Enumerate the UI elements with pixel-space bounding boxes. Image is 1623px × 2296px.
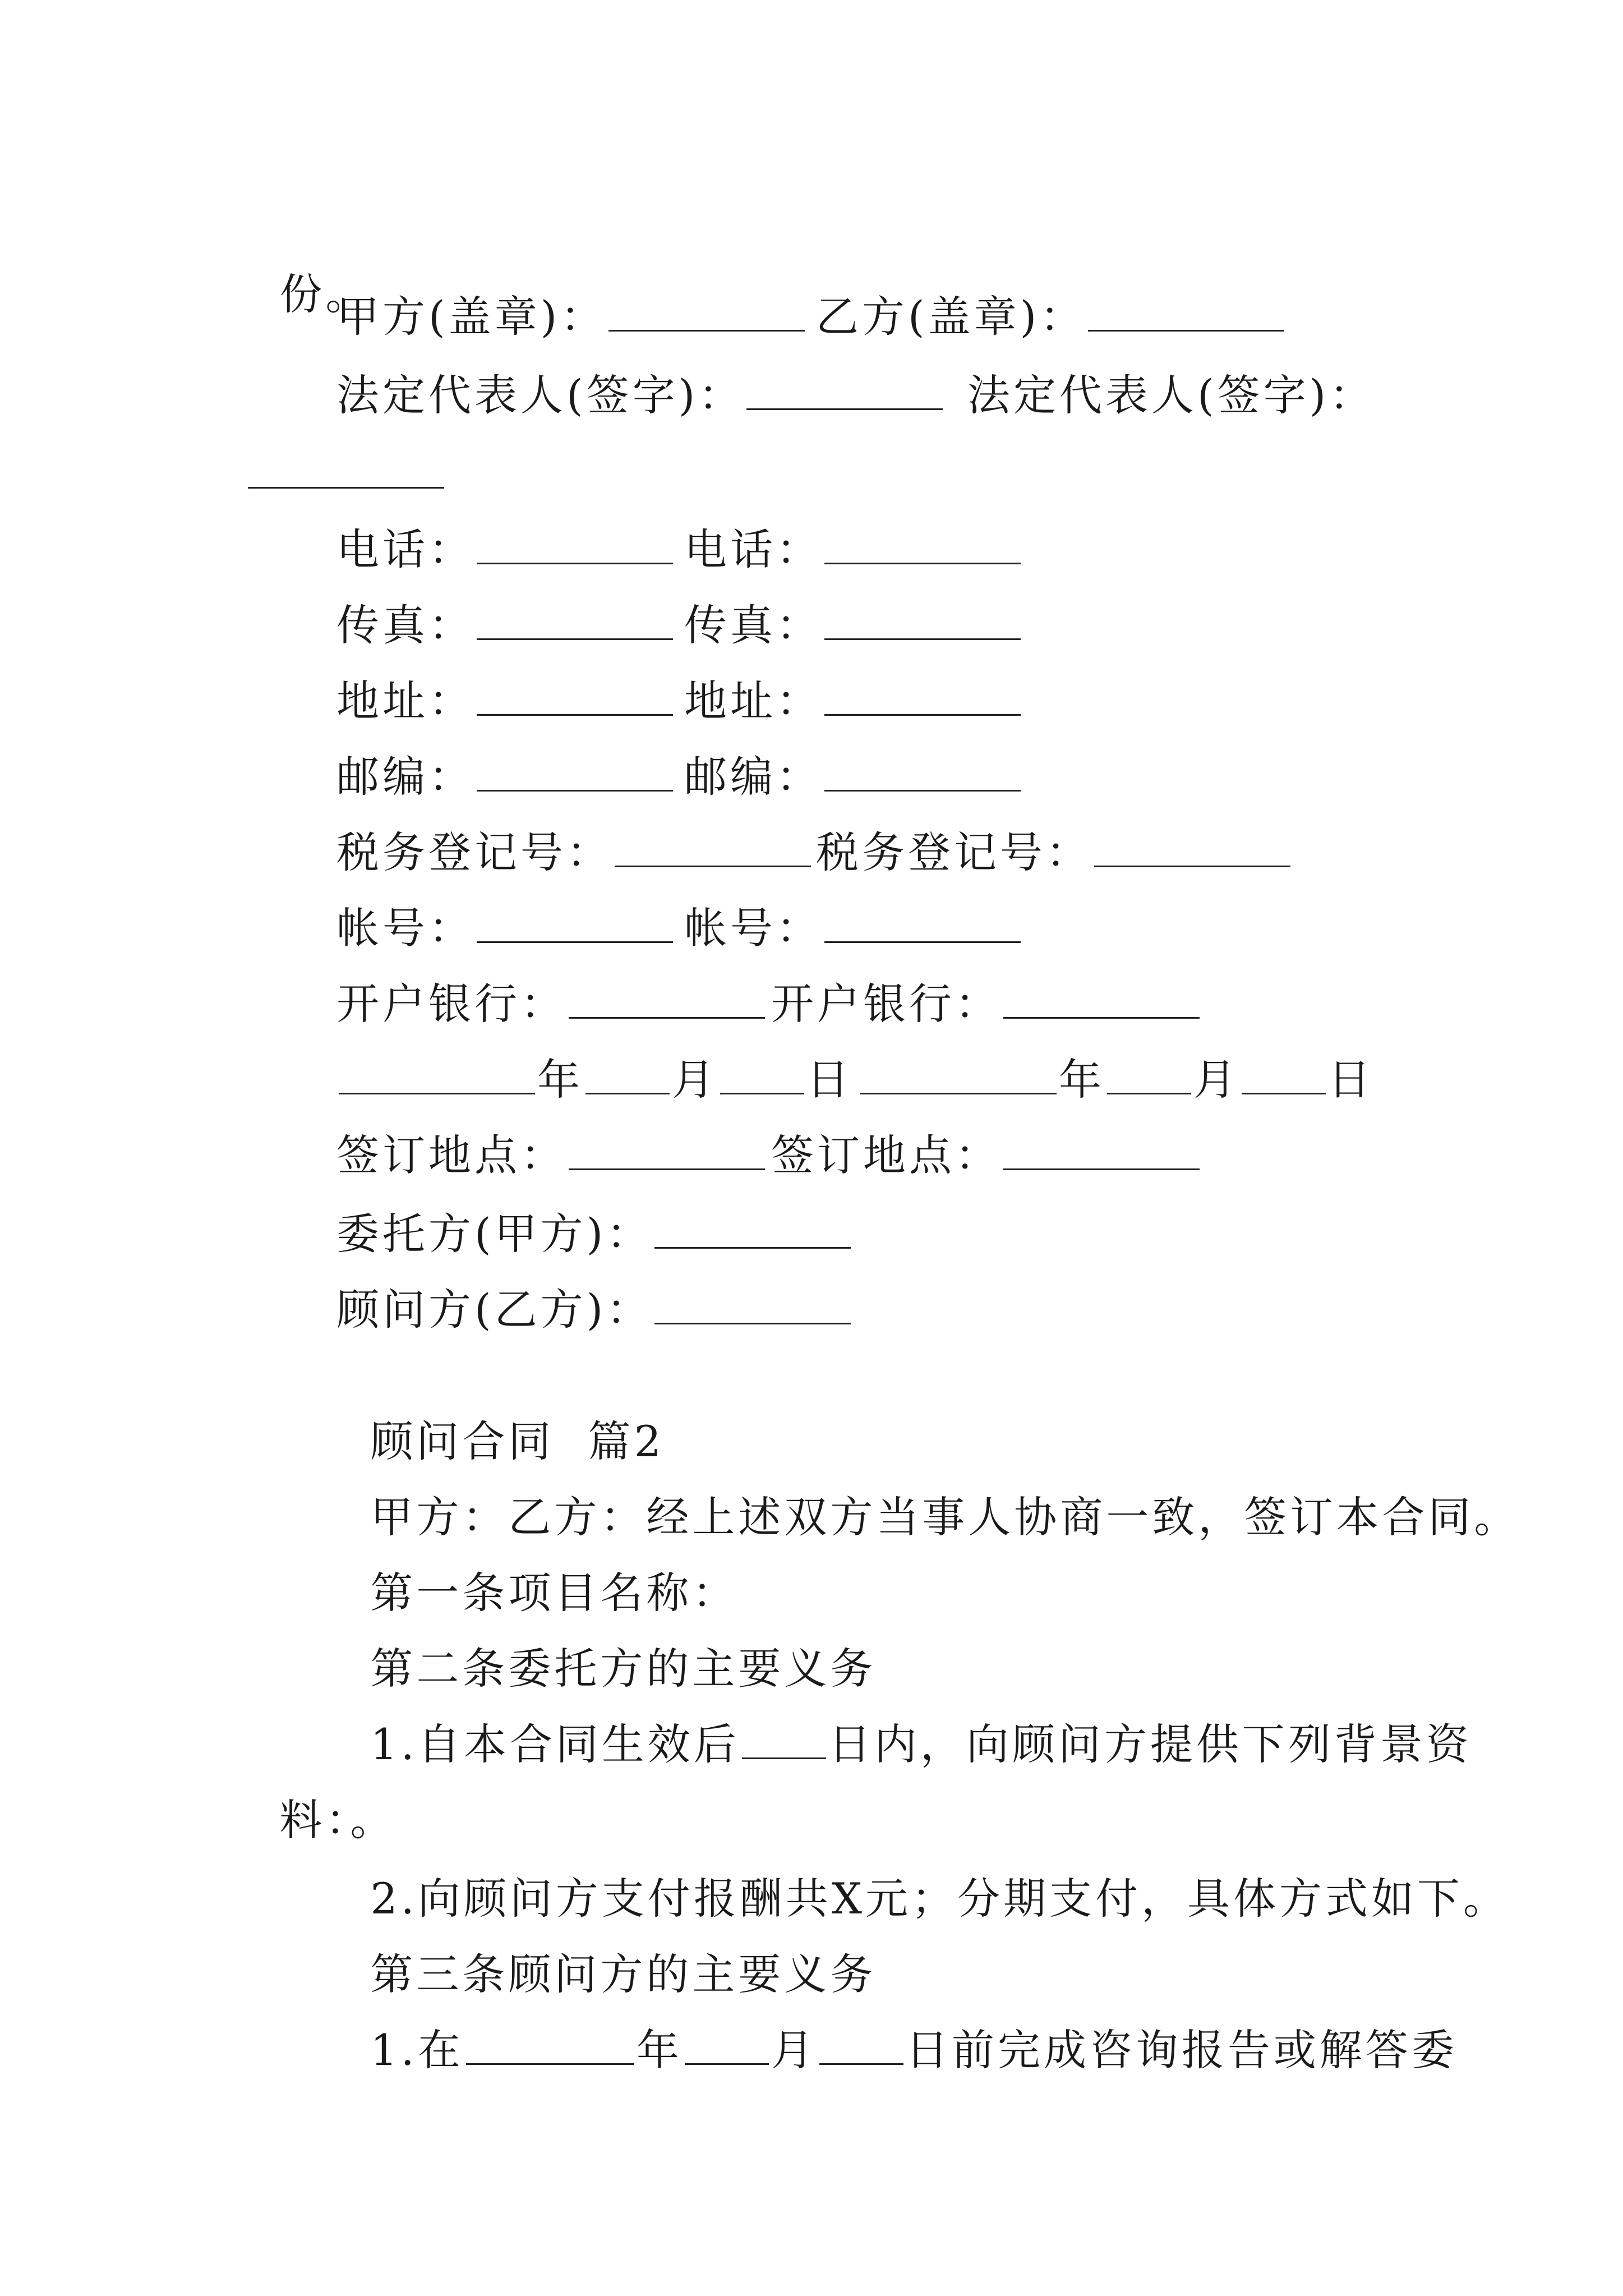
- blank-field[interactable]: [477, 756, 673, 792]
- blank-field[interactable]: [824, 529, 1021, 564]
- party-a-rep: 法定代表人(签字)：: [336, 367, 945, 424]
- blank-field[interactable]: [477, 529, 673, 564]
- blank-field[interactable]: [477, 908, 673, 943]
- blank-field[interactable]: [824, 756, 1021, 792]
- text: 份。: [279, 269, 372, 319]
- row-client: 委托方(甲方)：: [0, 1206, 1623, 1262]
- row-consultant: 顾问方(乙方)：: [0, 1282, 1623, 1338]
- blank-field[interactable]: [1003, 983, 1200, 1019]
- row-signing-place: 签订地点： 签订地点：: [0, 1128, 1623, 1184]
- row-phone: 电话： 电话：: [0, 522, 1623, 578]
- party-b-rep: 法定代表人(签字)：: [967, 370, 1376, 420]
- party-b-seal: 乙方(盖章)：: [816, 289, 1287, 345]
- blank-field[interactable]: [248, 453, 444, 489]
- blank-field[interactable]: [1107, 1059, 1191, 1094]
- blank-field[interactable]: [569, 1135, 765, 1170]
- blank-field[interactable]: [824, 908, 1021, 943]
- blank-field[interactable]: [819, 2030, 903, 2065]
- row-account: 帐号： 帐号：: [0, 900, 1623, 956]
- blank-field[interactable]: [746, 375, 943, 410]
- blank-field[interactable]: [824, 680, 1021, 716]
- blank-field[interactable]: [1088, 296, 1284, 332]
- paragraph: 甲方：乙方：经上述双方当事人协商一致，签订本合同。: [370, 1492, 1520, 1542]
- blank-field[interactable]: [608, 296, 805, 332]
- date-a: 年 月 日: [336, 1052, 852, 1108]
- blank-field[interactable]: [466, 2030, 634, 2065]
- paragraph-continuation: 料：。: [279, 1795, 396, 1845]
- article-title: 第二条委托方的主要义务: [370, 1644, 877, 1694]
- signature-row-seal: [0, 289, 1623, 345]
- blank-field[interactable]: [654, 1213, 851, 1249]
- blank-field[interactable]: [654, 1289, 851, 1324]
- blank-field[interactable]: [615, 832, 811, 867]
- article-title: 第一条项目名称：: [370, 1568, 739, 1618]
- blank-field[interactable]: [1003, 1135, 1200, 1170]
- blank-field[interactable]: [569, 983, 765, 1019]
- blank-field[interactable]: [1242, 1059, 1326, 1094]
- blank-field[interactable]: [1094, 832, 1290, 867]
- article-title: 第三条顾问方的主要义务: [370, 1949, 877, 1999]
- paragraph: 1.在 年 月 日前完成咨询报告或解答委: [370, 2025, 1458, 2075]
- text-line: [0, 446, 1623, 502]
- blank-field[interactable]: [477, 680, 673, 716]
- row-date: [0, 1052, 1623, 1108]
- row-fax: 传真： 传真：: [0, 597, 1623, 654]
- blank-field[interactable]: [860, 1059, 1057, 1094]
- blank-field[interactable]: [585, 1059, 670, 1094]
- row-postcode: 邮编： 邮编：: [0, 749, 1623, 805]
- blank-field[interactable]: [477, 605, 673, 640]
- paragraph: 2.向顾问方支付报酬共X元；分期支付，具体方式如下。: [370, 1874, 1509, 1924]
- row-bank: 开户银行： 开户银行：: [0, 976, 1623, 1032]
- signature-row-rep: [0, 367, 1623, 424]
- blank-field[interactable]: [824, 605, 1021, 640]
- section-heading: 顾问合同 篇2: [370, 1416, 665, 1466]
- party-a-seal: 甲方(盖章)：: [336, 289, 807, 345]
- row-address: 地址： 地址：: [0, 673, 1623, 729]
- blank-field[interactable]: [339, 1059, 535, 1094]
- blank-field[interactable]: [720, 1059, 804, 1094]
- date-b: 年 月 日: [858, 1052, 1374, 1108]
- row-tax-id: 税务登记号： 税务登记号：: [0, 825, 1623, 881]
- paragraph: 1.自本合同生效后 日内，向顾问方提供下列背景资: [370, 1719, 1472, 1769]
- blank-field[interactable]: [685, 2030, 769, 2065]
